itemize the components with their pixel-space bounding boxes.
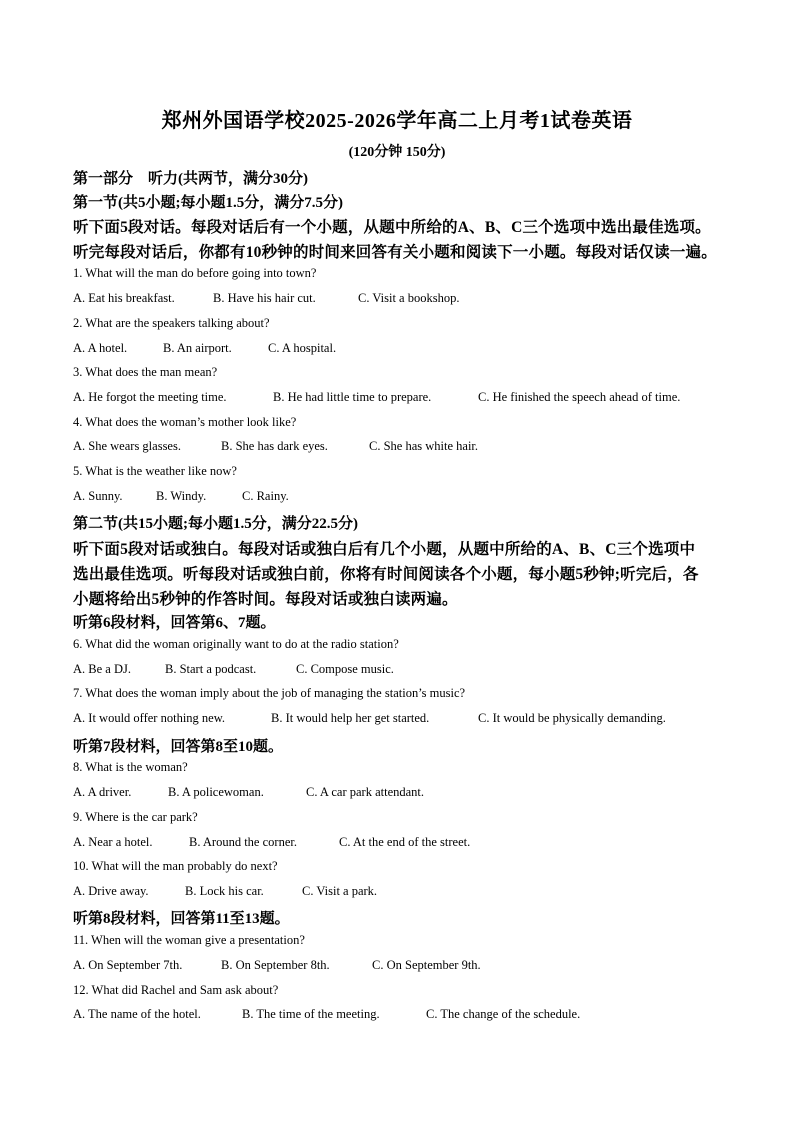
option-a: A. The name of the hotel. bbox=[73, 1007, 201, 1021]
option-a: A. He forgot the meeting time. bbox=[73, 390, 227, 404]
question-text: 2. What are the speakers talking about? bbox=[73, 316, 270, 330]
group-heading: 听第7段材料，回答第8至10题。 bbox=[73, 739, 284, 755]
option-c: C. Visit a park. bbox=[302, 884, 378, 898]
question-options bbox=[73, 835, 470, 850]
option-b: B. A policewoman. bbox=[168, 785, 264, 799]
option-b: B. It would help her get started. bbox=[271, 711, 430, 725]
question-options bbox=[73, 489, 289, 504]
option-c: C. A car park attendant. bbox=[306, 785, 425, 799]
option-a: A. Be a DJ. bbox=[73, 662, 131, 676]
option-a: A. Drive away. bbox=[73, 884, 149, 898]
section2-instruction-line: 听下面5段对话或独白。每段对话或独白后有几个小题，从题中所给的A、B、C三个选项中 bbox=[73, 541, 696, 558]
question-text: 10. What will the man probably do next? bbox=[73, 859, 278, 873]
option-b: B. He had little time to prepare. bbox=[273, 390, 432, 404]
question-text: 12. What did Rachel and Sam ask about? bbox=[73, 983, 279, 997]
question-text: 1. What will the man do before going into town? bbox=[73, 266, 317, 280]
option-c: C. He finished the speech ahead of time. bbox=[478, 390, 681, 404]
option-c: C. On September 9th. bbox=[372, 958, 481, 972]
option-a: A. Near a hotel. bbox=[73, 835, 153, 849]
question-text: 11. When will the woman give a presentation? bbox=[73, 933, 305, 947]
option-b: B. Start a podcast. bbox=[165, 662, 257, 676]
option-c: C. Rainy. bbox=[242, 489, 289, 503]
option-c: C. Visit a bookshop. bbox=[358, 291, 460, 305]
option-c: C. Compose music. bbox=[296, 662, 394, 676]
group-heading: 听第6段材料，回答第6、7题。 bbox=[73, 615, 276, 631]
option-c: C. At the end of the street. bbox=[339, 835, 471, 849]
question-text: 3. What does the man mean? bbox=[73, 365, 218, 379]
option-b: B. Lock his car. bbox=[185, 884, 264, 898]
page-title: 郑州外国语学校2025-2026学年高二上月考1试卷英语 bbox=[161, 110, 633, 132]
section2-instruction-line: 选出最佳选项。听每段对话或独白前，你将有时间阅读各个小题，每小题5秒钟;听完后，各 bbox=[73, 566, 699, 583]
question-options bbox=[73, 662, 394, 677]
question-text: 4. What does the woman’s mother look like? bbox=[73, 415, 297, 429]
question-text: 8. What is the woman? bbox=[73, 760, 188, 774]
section2-heading: 第二节(共15小题;每小题1.5分，满分22.5分) bbox=[73, 516, 358, 532]
question-options bbox=[73, 291, 459, 306]
question-text: 6. What did the woman originally want to do at the radio station? bbox=[73, 637, 399, 651]
option-b: B. Around the corner. bbox=[189, 835, 297, 849]
option-a: A. A hotel. bbox=[73, 341, 128, 355]
question-options bbox=[73, 785, 424, 800]
page-subtitle: (120分钟 150分) bbox=[348, 145, 446, 160]
question-options bbox=[73, 884, 377, 899]
question-options bbox=[73, 341, 336, 356]
option-b: B. On September 8th. bbox=[221, 958, 330, 972]
option-b: B. The time of the meeting. bbox=[242, 1007, 380, 1021]
option-a: A. On September 7th. bbox=[73, 958, 183, 972]
option-a: A. A driver. bbox=[73, 785, 132, 799]
question-options bbox=[73, 958, 481, 973]
option-a: A. Eat his breakfast. bbox=[73, 291, 175, 305]
option-b: B. An airport. bbox=[163, 341, 232, 355]
question-options bbox=[73, 711, 666, 726]
question-text: 7. What does the woman imply about the job of managing the station’s music? bbox=[73, 686, 466, 700]
option-c: C. The change of the schedule. bbox=[426, 1007, 581, 1021]
section1-instruction-line: 听完每段对话后，你都有10秒钟的时间来回答有关小题和阅读下一小题。每段对话仅读一遍。 bbox=[73, 244, 717, 261]
option-c: C. It would be physically demanding. bbox=[478, 711, 666, 725]
question-options bbox=[73, 439, 478, 454]
option-a: A. It would offer nothing new. bbox=[73, 711, 226, 725]
question-text: 9. Where is the car park? bbox=[73, 810, 198, 824]
section1-instruction-line: 听下面5段对话。每段对话后有一个小题，从题中所给的A、B、C三个选项中选出最佳选项。 bbox=[73, 219, 711, 236]
group-heading: 听第8段材料，回答第11至13题。 bbox=[73, 911, 290, 927]
question-options bbox=[73, 1007, 580, 1022]
option-c: C. She has white hair. bbox=[369, 439, 479, 453]
option-b: B. Windy. bbox=[156, 489, 207, 503]
option-a: A. She wears glasses. bbox=[73, 439, 181, 453]
question-text: 5. What is the weather like now? bbox=[73, 464, 237, 478]
option-b: B. Have his hair cut. bbox=[213, 291, 316, 305]
section1-heading: 第一节(共5小题;每小题1.5分，满分7.5分) bbox=[73, 195, 343, 211]
part1-heading: 第一部分 听力(共两节，满分30分) bbox=[73, 171, 308, 187]
option-b: B. She has dark eyes. bbox=[221, 439, 328, 453]
option-a: A. Sunny. bbox=[73, 489, 123, 503]
question-options bbox=[73, 390, 680, 405]
option-c: C. A hospital. bbox=[268, 341, 337, 355]
section2-instruction-line: 小题将给出5秒钟的作答时间。每段对话或独白读两遍。 bbox=[73, 591, 458, 608]
